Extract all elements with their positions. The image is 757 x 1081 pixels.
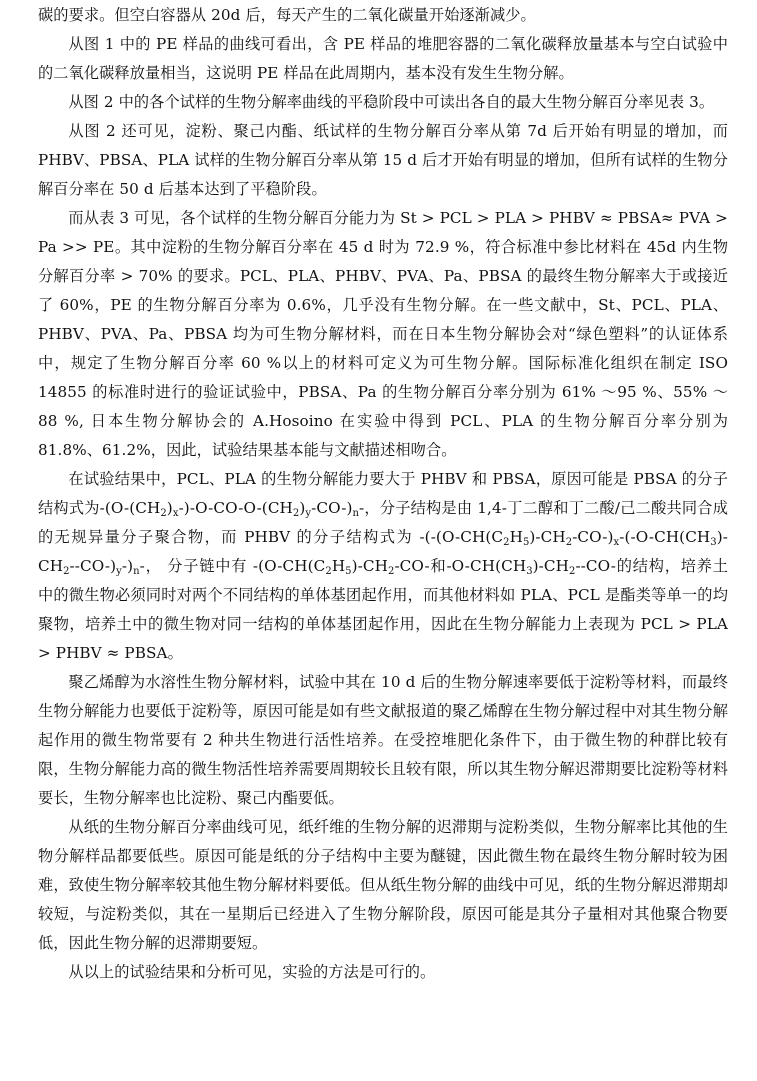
structure-text: --CO-的结构，培养土中的微生物必须同时对两个不同结构的单体基团起作用，而其他材料如 PLA、PCL 是酯类等单一的均聚物，培养土中的微生物对同一结构的单体基团起作用，因此在生物分解能力上表现为 PCL > PLA > PHBV ≈ PBSA。 xyxy=(38,557,728,662)
paragraph-table3-ranking: 而从表 3 可见，各个试样的生物分解百分能力为 St > PCL > PLA > PHBV ≈ PBSA≈ PVA > Pa >> PE。其中淀粉的生物分解百分率在 45 d 时为 72.9 %，符合标准中参比材料在 45d 内生物分解百分率 > 70% 的要求。PCL、PLA、PHBV、PVA、Pa、PBSA 的最终生物分解率大于或接近了 60%，PE 的生物分解百分率为 0.6%，几乎没有生物分解。在一些文献中，St、PCL、PLA、PHBV、PVA、Pa、PBSA 均为可生物分解材料，而在日本生物分解协会对“绿色塑料”的认证体系中，规定了生物分解百分率 60 %以上的材料可定义为可生物分解。国际标准化组织在制定 ISO 14855 的标准时进行的验证试验中，PBSA、Pa 的生物分解百分率分别为 61% ～95 %、55% ～ 88 %, 日本生物分解协会的 A.Hosoino 在实验中得到 PCL、PLA 的生物分解百分率分别为 81.8%、61.2%，因此，试验结果基本能与文献描述相吻合。 xyxy=(38,209,728,459)
structure-text: )-CH xyxy=(529,528,566,546)
structure-subscript: 5 xyxy=(522,537,530,548)
structure-text: ) xyxy=(299,499,306,517)
structure-subscript: x xyxy=(172,508,179,519)
structure-subscript: y xyxy=(305,508,312,519)
structure-subscript: 2 xyxy=(568,566,576,577)
document-page xyxy=(38,0,728,987)
structure-text: )-CH xyxy=(351,557,388,575)
structure-text: H xyxy=(331,557,346,575)
structure-text: -)-O-CO-O-(CH xyxy=(178,499,293,517)
structure-text: 在试验结果中，PCL、PLA 的生物分解能力要大于 PHBV 和 PBSA，原因可能是 PBSA 的分子结构式为-(O-(CH xyxy=(38,470,728,517)
structure-subscript: n xyxy=(133,566,140,577)
structure-subscript: 3 xyxy=(526,566,533,577)
paragraph-figure2-trend: 从图 2 还可见，淀粉、聚己内酯、纸试样的生物分解百分率从第 7d 后开始有明显的增加，而 PHBV、PBSA、PLA 试样的生物分解百分率从第 15 d 后才开始有明显的增加，但所有试样的生物分解百分率在 50 d 后基本达到了平稳阶段。 xyxy=(38,122,728,198)
paragraph-molecular-structure xyxy=(38,465,728,668)
structure-subscript: 2 xyxy=(325,566,332,577)
structure-subscript: 2 xyxy=(503,537,510,548)
structure-text: -CO-) xyxy=(572,528,614,546)
structure-text: -CO-和-O-CH(CH xyxy=(394,557,527,575)
paragraph-continued: 碳的要求。但空白容器从 20d 后，每天产生的二氧化碳量开始逐渐减少。 xyxy=(38,6,536,24)
structure-subscript: n xyxy=(352,508,360,519)
structure-subscript: 2 xyxy=(387,566,395,577)
structure-text: )-CH xyxy=(38,528,728,575)
structure-text: -) xyxy=(121,557,134,575)
structure-subscript: 2 xyxy=(292,508,300,519)
paragraph-pva: 聚乙烯醇为水溶性生物分解材料，试验中其在 10 d 后的生物分解速率要低于淀粉等材料，而最终生物分解能力也要低于淀粉等，原因可能是如有些文献报道的聚乙烯醇在生物分解过程中对其生物分解起作用的微生物常要有 2 种共生物进行活性培养。在受控堆肥化条件下，由于微生物的种群比较有限，生物分解能力高的微生物活性培养需要周期较长且较有限，所以其生物分解迟滞期要比淀粉等材料要长，生物分解率也比淀粉、聚己内酯要低。 xyxy=(38,673,728,807)
structure-text: -，分子结构是由 1,4-丁二醇和丁二酸/己二酸共同合成的无规异量分子聚合物，而 PHBV 的分子结构式为 -(-(O-CH(C xyxy=(38,499,728,546)
paragraph-max-biodegradation: 从图 2 中的各个试样的生物分解率曲线的平稳阶段中可读出各自的最大生物分解百分率见表 3。 xyxy=(68,93,715,111)
structure-text: -CO-) xyxy=(311,499,353,517)
structure-subscript: 2 xyxy=(63,566,70,577)
structure-text: -， 分子链中有 -(O-CH(C xyxy=(139,557,326,575)
structure-subscript: 2 xyxy=(160,508,167,519)
structure-text: ) xyxy=(166,499,173,517)
structure-subscript: 2 xyxy=(565,537,573,548)
structure-subscript: y xyxy=(116,566,122,577)
paragraph-paper: 从纸的生物分解百分率曲线可见，纸纤维的生物分解的迟滞期与淀粉类似，生物分解率比其他的生物分解样品都要低些。原因可能是纸的分子结构中主要为醚键，因此微生物在最终生物分解时较为困难，致使生物分解率较其他生物分解材料要低。但从纸生物分解的曲线中可见，纸的生物分解迟滞期却较短，与淀粉类似，其在一星期后已经进入了生物分解阶段，原因可能是其分子量相对其他聚合物要低，因此生物分解的迟滞期要短。 xyxy=(38,818,728,952)
structure-subscript: 5 xyxy=(345,566,352,577)
structure-text: H xyxy=(509,528,523,546)
structure-subscript: 3 xyxy=(710,537,717,548)
structure-text: )-CH xyxy=(532,557,569,575)
structure-subscript: x xyxy=(613,537,620,548)
paragraph-pe-curve: 从图 1 中的 PE 样品的曲线可看出，含 PE 样品的堆肥容器的二氧化碳释放量基本与空白试验中的二氧化碳释放量相当，这说明 PE 样品在此周期内，基本没有发生生物分解。 xyxy=(38,35,728,82)
structure-text: --CO-) xyxy=(69,557,117,575)
paragraph-conclusion: 从以上的试验结果和分析可见，实验的方法是可行的。 xyxy=(68,963,436,981)
structure-text: -(-O-CH(CH xyxy=(619,528,711,546)
